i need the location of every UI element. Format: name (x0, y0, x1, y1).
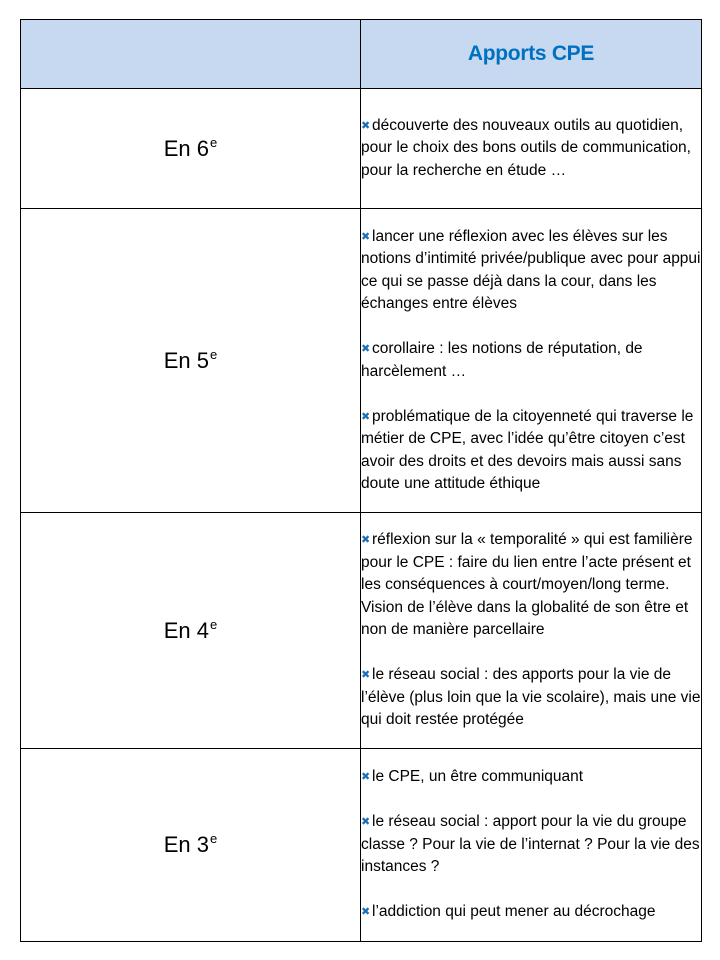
cross-bullet-icon: ✖ (361, 669, 371, 682)
level-superscript: e (210, 346, 218, 362)
level-cell (21, 209, 361, 513)
cross-bullet-icon: ✖ (361, 230, 371, 243)
cross-bullet-icon: ✖ (361, 771, 371, 784)
list-item (361, 529, 701, 642)
table-row-5e (21, 209, 702, 513)
level-label: En 5 (163, 347, 210, 373)
table-header-row (21, 20, 702, 89)
table-row-4e (21, 513, 702, 749)
content-cell (361, 749, 702, 942)
cross-bullet-icon: ✖ (361, 410, 371, 423)
table-row-6e (21, 89, 702, 209)
point-text: le réseau social : apport pour la vie du groupe classe ? Pour la vie de l’internat ? Pour la vie des instances ? (361, 813, 700, 876)
point-text: lancer une réflexion avec les élèves sur les notions d’intimité privée/publique avec pour appui ce qui se passe déjà dans la cour, dans les échanges entre élèves (361, 227, 701, 312)
point-text: corollaire : les notions de réputation, de harcèlement … (361, 340, 643, 380)
point-text: l’addiction qui peut mener au décrochage (372, 903, 656, 921)
level-cell (21, 89, 361, 209)
level-label: En 6 (163, 135, 210, 161)
list-item (361, 226, 701, 316)
header-level-cell (21, 20, 361, 89)
list-item (361, 115, 701, 183)
point-text: problématique de la citoyenneté qui traverse le métier de CPE, avec l’idée qu’être citoyen c’est avoir des droits et des devoirs mais aussi sans doute une attitude éthique (361, 407, 694, 492)
table-row-3e (21, 749, 702, 942)
cross-bullet-icon: ✖ (361, 343, 371, 355)
level-superscript: e (210, 616, 218, 632)
cross-bullet-icon: ✖ (361, 906, 371, 919)
point-text: réflexion sur la « temporalité » qui est familière pour le CPE : faire du lien entre l’acte présent et les conséquences à court/moyen/long terme. Vision de l’élève dans la globalité de son être et non de manière parcellaire (361, 531, 693, 639)
level-cell (21, 513, 361, 749)
list-item (361, 406, 701, 496)
point-text: découverte des nouveaux outils au quotidien, pour le choix des bons outils de communication, pour la recherche en étude … (361, 116, 691, 179)
level-label: En 3 (163, 832, 210, 857)
list-item (361, 664, 701, 732)
content-cell (361, 209, 702, 513)
level-superscript: e (210, 134, 218, 150)
point-text: le réseau social : des apports pour la vie de l’élève (plus loin que la vie scolaire), mais une vie qui doit restée protégée (361, 666, 701, 729)
list-item (361, 766, 701, 789)
cross-bullet-icon: ✖ (361, 534, 371, 547)
content-cell (361, 513, 702, 749)
header-title-cell (361, 20, 702, 89)
content-cell (361, 89, 702, 209)
level-cell (21, 749, 361, 942)
apports-cpe-table (20, 19, 702, 942)
level-superscript: e (210, 831, 218, 846)
cross-bullet-icon: ✖ (361, 119, 371, 132)
level-label: En 4 (163, 617, 210, 643)
list-item (361, 811, 701, 879)
point-text: le CPE, un être communiquant (372, 768, 584, 786)
cross-bullet-icon: ✖ (361, 816, 371, 829)
list-item (361, 338, 701, 383)
header-title: Apports CPE (467, 42, 595, 65)
list-item (361, 901, 701, 924)
